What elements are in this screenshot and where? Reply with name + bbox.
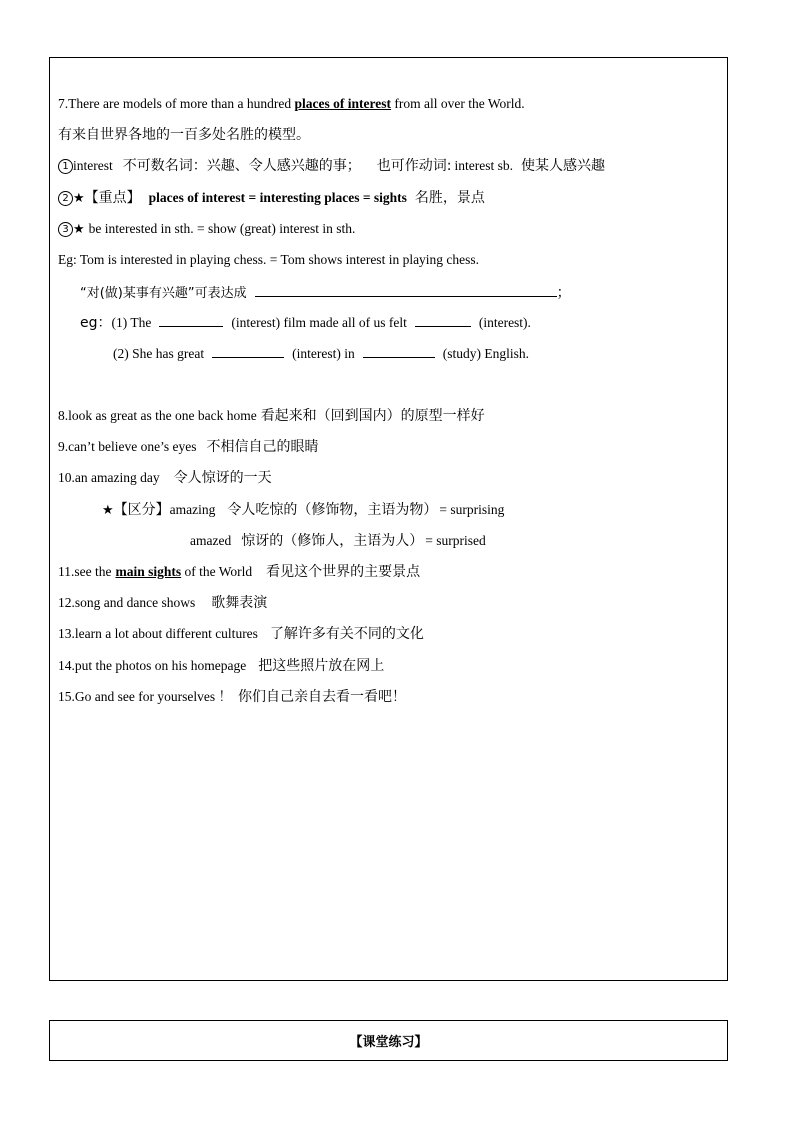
note-9-meaning: 不相信自己的眼睛 bbox=[206, 439, 319, 455]
exercise-2-text-c: (study) English. bbox=[442, 346, 529, 361]
note-8-phrase: 8.look as great as the one back home bbox=[58, 408, 257, 423]
fill-task-blank[interactable] bbox=[255, 282, 557, 297]
exercise-2 bbox=[113, 343, 529, 363]
note-13-meaning: 了解许多有关不同的文化 bbox=[269, 626, 424, 642]
point-2 bbox=[58, 188, 485, 208]
star-icon: ★ bbox=[73, 191, 85, 206]
note-9-phrase: 9.can’t believe one’s eyes bbox=[58, 439, 197, 454]
point-1 bbox=[58, 156, 605, 176]
note-7-translation: 有来自世界各地的一百多处名胜的模型。 bbox=[58, 127, 310, 143]
distinction-amazing-word: amazing bbox=[169, 502, 216, 517]
note-11-meaning: 看见这个世界的主要景点 bbox=[266, 564, 421, 580]
classroom-practice-box bbox=[49, 1020, 728, 1061]
note-15-meaning: 你们自己亲自去看一看吧！ bbox=[237, 689, 406, 705]
exercise-1-text-a: (1) The bbox=[111, 315, 152, 330]
exercise-2-text-a: (2) She has great bbox=[113, 346, 205, 361]
exercise-1 bbox=[80, 312, 531, 332]
note-7-keyword: places of interest bbox=[294, 96, 392, 111]
point-1-desc: 不可数名词：兴趣、令人感兴趣的事； bbox=[122, 158, 361, 174]
note-12-meaning: 歌舞表演 bbox=[211, 595, 268, 611]
note-14-phrase: 14.put the photos on his homepage bbox=[58, 658, 247, 673]
note-9 bbox=[58, 437, 318, 457]
distinction-amazing bbox=[102, 500, 504, 520]
point-1-verb-usage: interest sb. bbox=[454, 158, 513, 173]
point-3 bbox=[58, 219, 355, 239]
point-1-verb-label: 也可作动词: bbox=[376, 158, 452, 174]
point-1-verb-meaning: 使某人感兴趣 bbox=[520, 158, 605, 174]
note-11-text-b: of the World bbox=[181, 564, 253, 579]
note-10-meaning: 令人惊讶的一天 bbox=[173, 470, 272, 486]
note-11 bbox=[58, 562, 420, 582]
note-7-text-b: from all over the World. bbox=[391, 96, 525, 111]
star-icon: ★ bbox=[102, 503, 114, 518]
note-15 bbox=[58, 687, 406, 707]
exercise-2-blank-1[interactable] bbox=[212, 343, 284, 358]
note-10-phrase: 10.an amazing day bbox=[58, 470, 160, 485]
distinction-amazed-word: amazed bbox=[190, 533, 232, 548]
note-13-phrase: 13.learn a lot about different cultures bbox=[58, 626, 258, 641]
exercise-1-text-b: (interest) film made all of us felt bbox=[231, 315, 407, 330]
distinction-amazing-meaning: 令人吃惊的（修饰物，主语为物） bbox=[227, 502, 438, 518]
exercise-1-text-c: (interest). bbox=[478, 315, 531, 330]
point-1-word: interest bbox=[73, 158, 113, 173]
note-12-phrase: 12.song and dance shows bbox=[58, 595, 196, 610]
exercise-1-blank-1[interactable] bbox=[159, 312, 223, 327]
circled-number-2: 2 bbox=[58, 191, 73, 206]
note-10 bbox=[58, 468, 272, 488]
note-15-phrase: 15.Go and see for yourselves ！ bbox=[58, 689, 232, 704]
note-11-text-a: 11.see the bbox=[58, 564, 112, 579]
fill-task-end: ； bbox=[556, 285, 571, 301]
distinction-tag: 【区分】 bbox=[113, 502, 170, 518]
note-7-text-a: There are models of more than a hundred bbox=[68, 96, 295, 111]
circled-number-1: 1 bbox=[58, 159, 73, 174]
exercise-2-blank-2[interactable] bbox=[363, 343, 435, 358]
point-2-meaning: 名胜，景点 bbox=[414, 190, 485, 206]
point-2-tag: 【重点】 bbox=[84, 190, 141, 206]
point-3-phrase: be interested in sth. = show (great) interest in sth. bbox=[88, 221, 356, 236]
section-title: 【课堂练习】 bbox=[349, 1035, 428, 1050]
star-icon: ★ bbox=[73, 222, 85, 237]
fill-task bbox=[80, 282, 571, 302]
note-8 bbox=[58, 406, 485, 426]
exercise-label: eg： bbox=[80, 315, 112, 331]
note-7-number: 7. bbox=[58, 96, 69, 111]
point-2-phrase: places of interest = interesting places = sights bbox=[148, 190, 407, 205]
distinction-amazed-meaning: 惊讶的（修饰人，主语为人） bbox=[241, 533, 424, 549]
note-14-meaning: 把这些照片放在网上 bbox=[258, 658, 385, 674]
circled-number-3: 3 bbox=[58, 222, 73, 237]
distinction-amazed bbox=[190, 531, 486, 551]
note-7 bbox=[58, 94, 525, 114]
note-13 bbox=[58, 624, 424, 644]
note-8-meaning: 看起来和（回到国内）的原型一样好 bbox=[260, 408, 485, 424]
fill-task-prompt: “对(做)某事有兴趣”可表达成 bbox=[80, 286, 247, 301]
note-12 bbox=[58, 593, 267, 613]
exercise-2-text-b: (interest) in bbox=[292, 346, 355, 361]
distinction-amazing-synonym: = surprising bbox=[439, 502, 505, 517]
example-sentence: Eg: Tom is interested in playing chess. = Tom shows interest in playing chess. bbox=[58, 252, 480, 267]
note-11-keyword: main sights bbox=[115, 564, 182, 579]
note-14 bbox=[58, 656, 384, 676]
exercise-1-blank-2[interactable] bbox=[415, 312, 471, 327]
distinction-amazed-synonym: = surprised bbox=[425, 533, 486, 548]
